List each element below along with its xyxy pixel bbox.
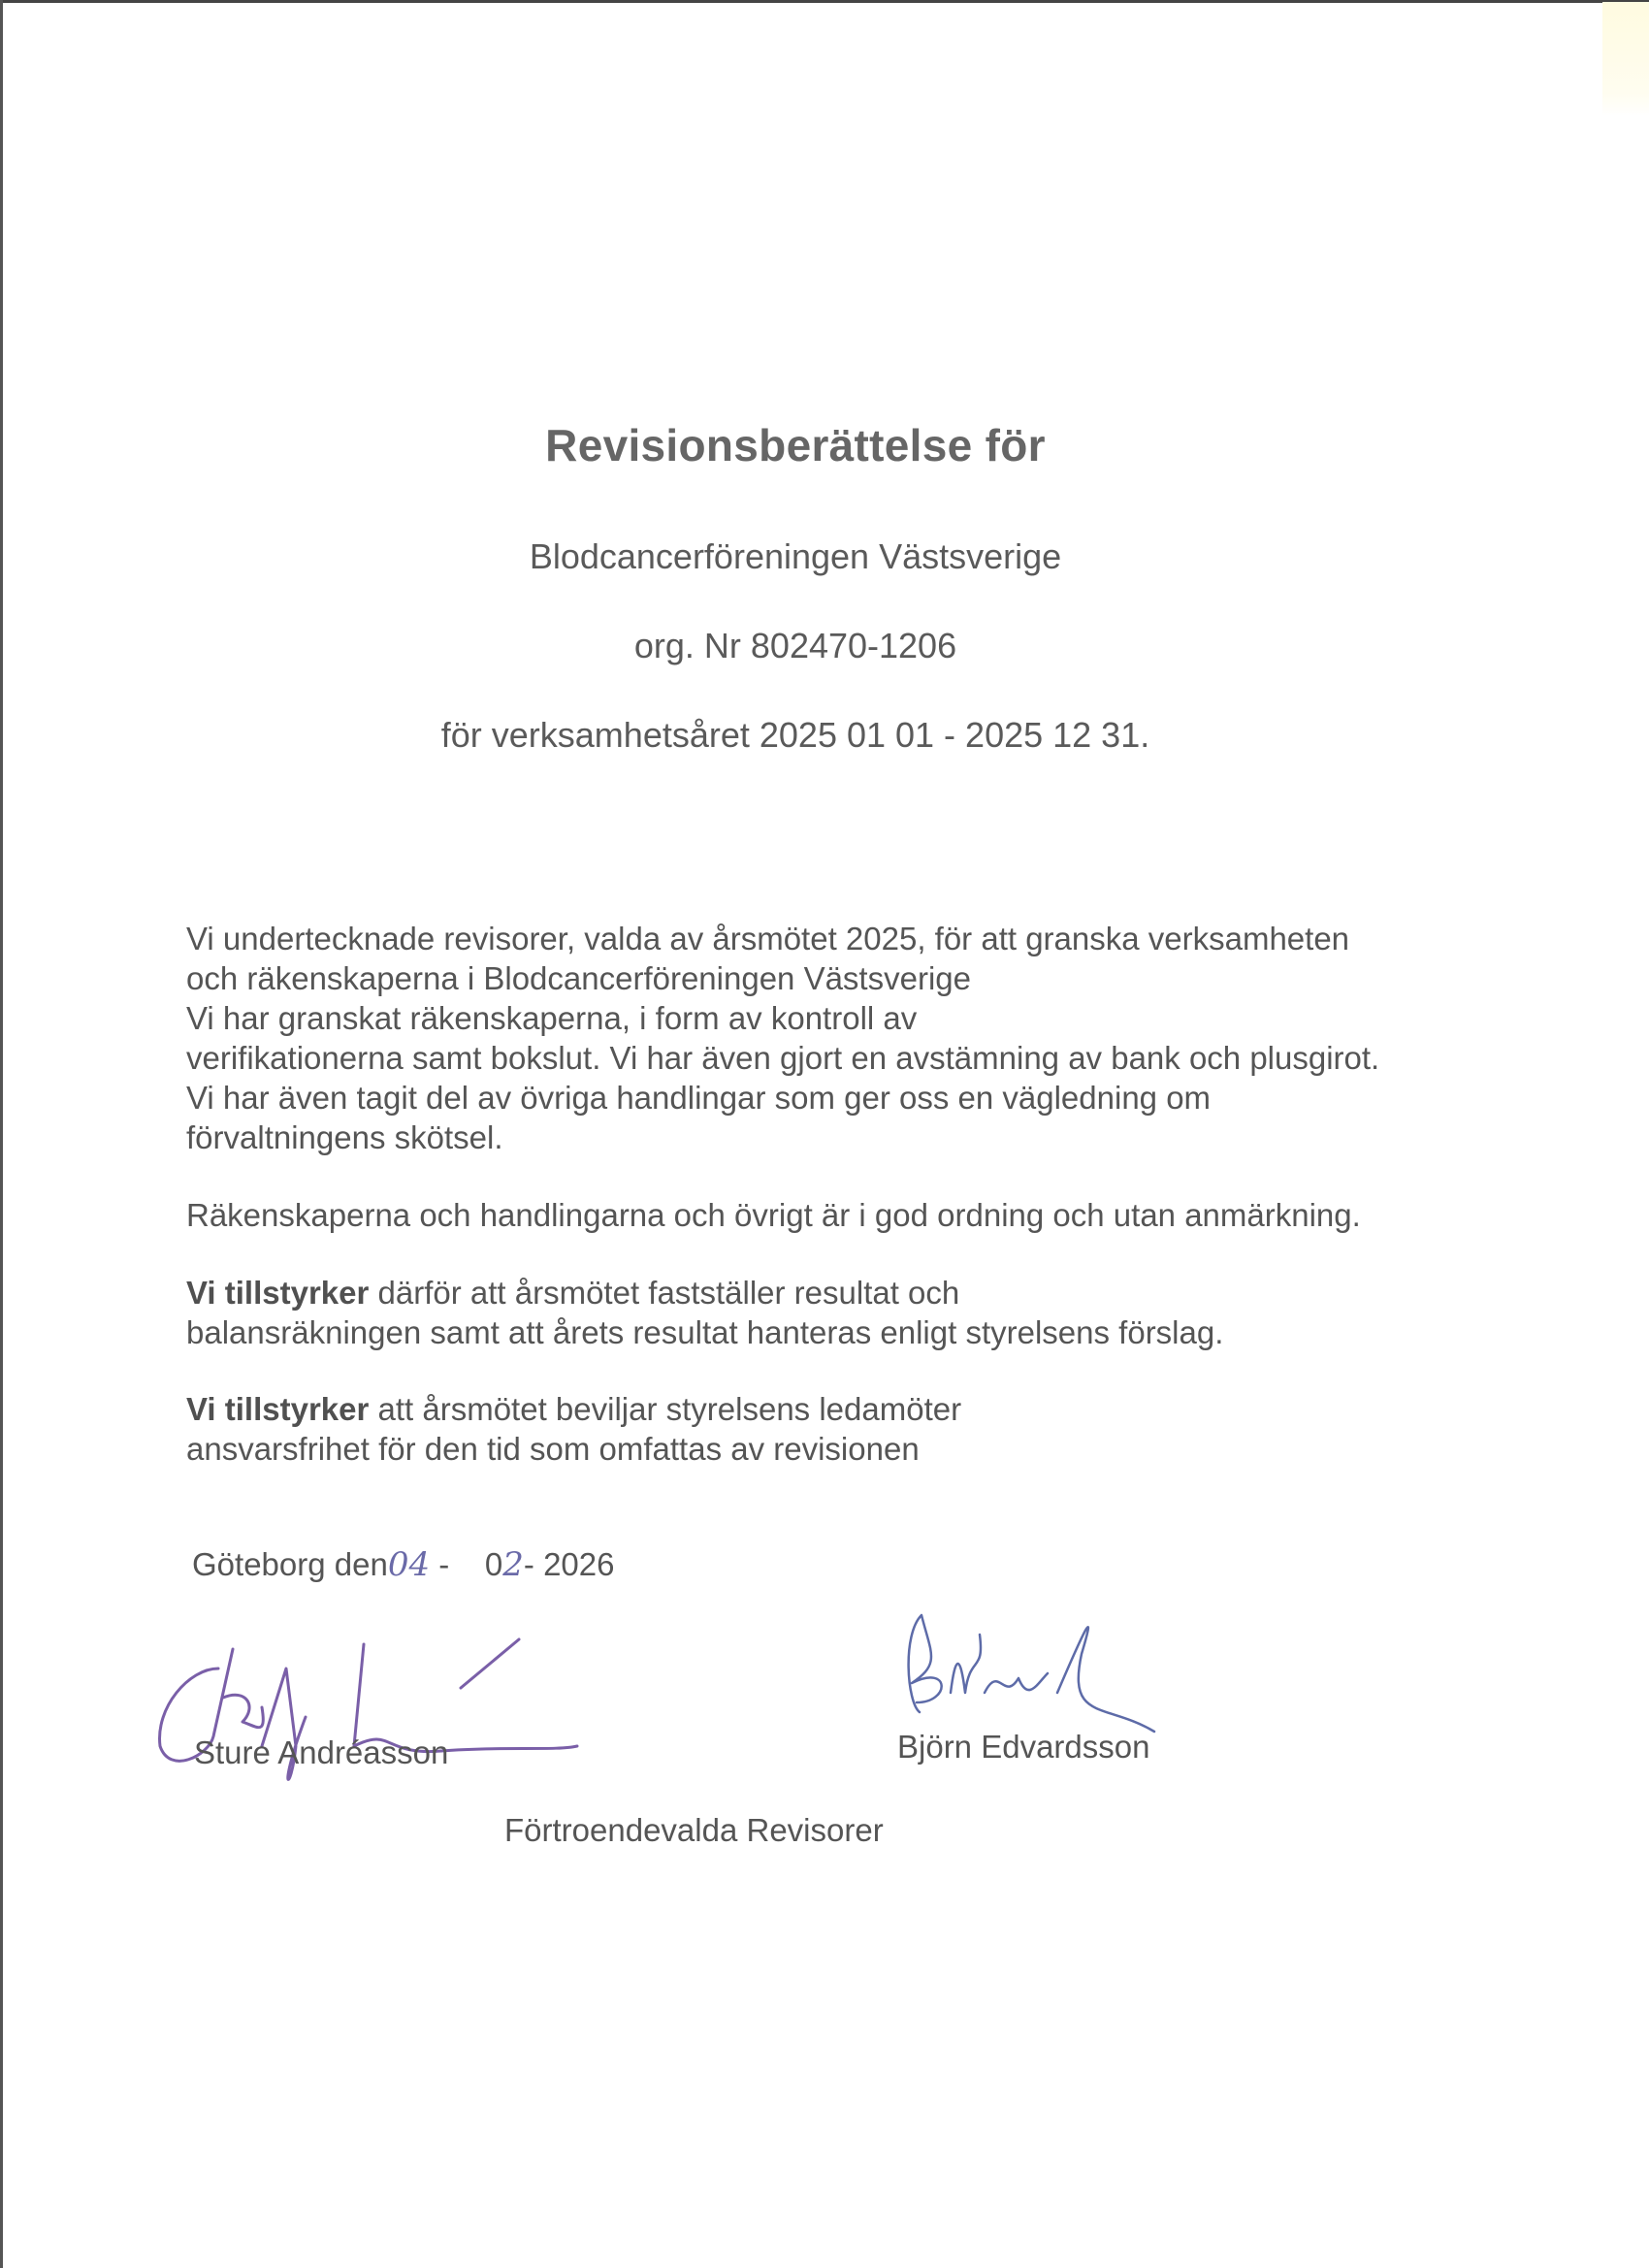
text-line: Vi har granskat räkenskaperna, i form av kontroll av xyxy=(186,1000,918,1036)
text-span: därför att årsmötet fastställer resultat och xyxy=(369,1275,960,1311)
text-line: och räkenskaperna i Blodcancerföreningen Västsverige xyxy=(186,960,971,996)
handwritten-month: 2 xyxy=(502,1545,524,1584)
text-line: förvaltningens skötsel. xyxy=(186,1119,503,1155)
text-line: balansräkningen samt att årets resultat hanteras enligt styrelsens förslag. xyxy=(186,1314,1224,1350)
org-number: org. Nr 802470-1206 xyxy=(633,626,957,665)
text-line: ansvarsfrihet för den tid som omfattas av revisionen xyxy=(186,1431,920,1467)
document-title: Revisionsberättelse för xyxy=(545,420,1046,470)
signatory-name: Björn Edvardsson xyxy=(897,1729,1150,1765)
footer-role: Förtroendevalda Revisorer xyxy=(504,1812,884,1848)
organization-name: Blodcancerföreningen Västsverige xyxy=(529,536,1062,576)
fiscal-period: för verksamhetsåret 2025 01 01 - 2025 12 31. xyxy=(440,715,1150,755)
paragraph-recommend-discharge xyxy=(186,1389,961,1469)
paragraph-recommend-result xyxy=(186,1273,1223,1352)
scan-discoloration xyxy=(1602,2,1649,116)
text-line: verifikationerna samt bokslut. Vi har även gjort en avstämning av bank och plusgirot. xyxy=(186,1040,1380,1076)
text-span: att årsmötet beviljar styrelsens ledamöter xyxy=(369,1391,962,1427)
signatory-name: Sture Andréasson xyxy=(194,1734,449,1770)
paragraph-conclusion: Räkenskaperna och handlingarna och övrigt är i god ordning och utan anmärkning. xyxy=(186,1197,1361,1233)
signature-bjorn-edvardsson xyxy=(892,1596,1164,1741)
handwritten-day: 04 xyxy=(387,1545,431,1584)
scan-border-top xyxy=(0,0,1649,3)
paragraph-audit-scope xyxy=(186,919,1379,1157)
scan-border-left xyxy=(0,0,3,2268)
date-suffix: - 2026 xyxy=(523,1546,615,1582)
emphasis: Vi tillstyrker xyxy=(186,1275,370,1311)
date-prefix: Göteborg den xyxy=(192,1546,388,1582)
emphasis: Vi tillstyrker xyxy=(186,1391,370,1427)
text-line: Vi undertecknade revisorer, valda av årsmötet 2025, för att granska verksamheten xyxy=(186,921,1350,956)
date-separator: - 0 xyxy=(430,1546,503,1582)
text-line: Vi har även tagit del av övriga handlingar som ger oss en vägledning om xyxy=(186,1080,1212,1116)
date-line xyxy=(192,1545,615,1584)
